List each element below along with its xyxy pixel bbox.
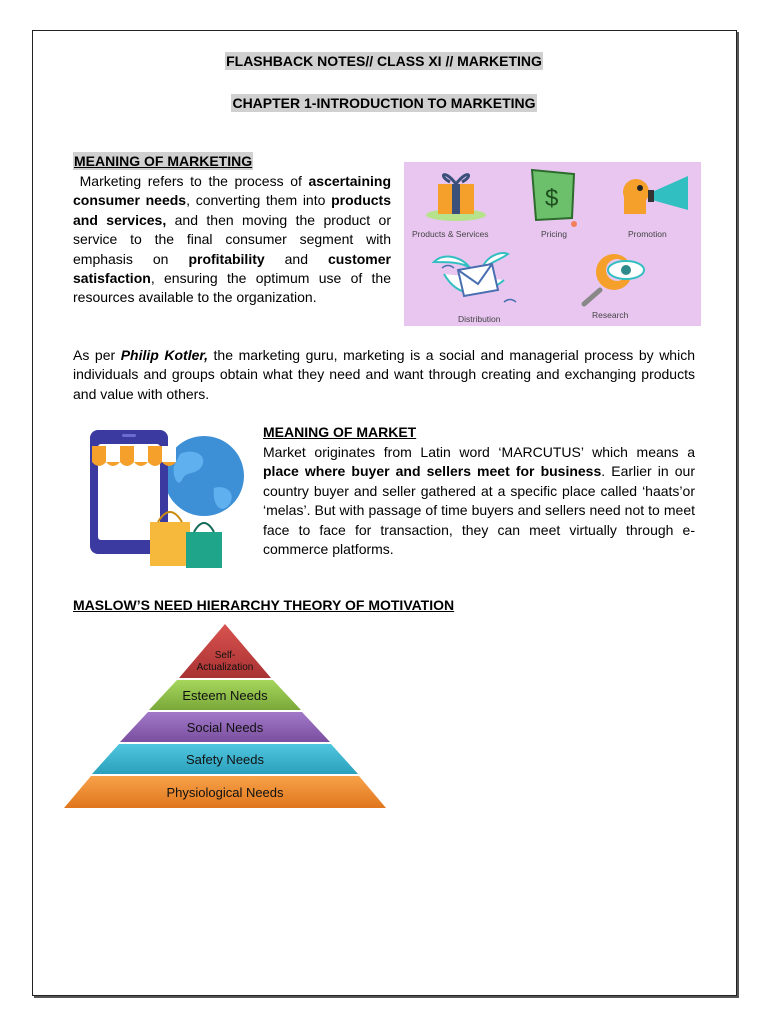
products-label: Products & Services [412, 229, 489, 239]
pricing-label: Pricing [541, 229, 567, 239]
self-label-line-2: Actualization [196, 662, 254, 673]
esteem-label: Esteem Needs [182, 688, 268, 703]
marketing-mix-illustration [404, 162, 701, 326]
ecommerce-illustration [88, 424, 246, 574]
promotion-label: Promotion [628, 229, 667, 239]
research-label: Research [592, 310, 629, 320]
safety-label: Safety Needs [185, 752, 265, 767]
maslow-heading: MASLOW’S NEED HIERARCHY THEORY OF MOTIVATION [73, 597, 455, 613]
meaning-marketing-paragraph: Marketing refers to the process of ascertaining consumer needs, converting them into products and services, and then moving the product or service to the final consumer segment with emphasis on profitability and customer satisfaction, ensuring the optimum use of the resources available to the organization. [73, 173, 391, 306]
physiological-label: Physiological Needs [166, 785, 284, 800]
marketing-mix-image [404, 162, 701, 326]
svg-text:$: $ [545, 185, 559, 212]
kotler-paragraph: As per Philip Kotler, the marketing guru, marketing is a social and managerial process by which individuals and groups obtain what they need and want through creating and exchanging products and value with others. [73, 347, 695, 402]
maslow-pyramid [62, 622, 388, 810]
social-label: Social Needs [186, 720, 264, 735]
meaning-marketing-heading: MEANING OF MARKETING [74, 153, 253, 169]
maslow-pyramid-diagram [62, 622, 388, 810]
self-label-line-1: Self- [214, 650, 236, 661]
header-line-2: CHAPTER 1-INTRODUCTION TO MARKETING [232, 95, 536, 111]
distribution-label: Distribution [458, 314, 501, 324]
money-icon [532, 170, 577, 227]
header-line-1: FLASHBACK NOTES// CLASS XI // MARKETING [226, 53, 542, 69]
meaning-market-heading: MEANING OF MARKET [263, 424, 417, 440]
meaning-market-paragraph: Market originates from Latin word ‘MARCUTUS’ which means a place where buyer and sellers meet for business. Earlier in our country buyer and seller gathered at a specific place called ‘haats’or ‘melas’. But with passage of time buyers and sellers need not to meet face to face for transaction, they can meet virtually through e-commerce platforms. [263, 444, 695, 558]
ecommerce-image [88, 424, 246, 574]
